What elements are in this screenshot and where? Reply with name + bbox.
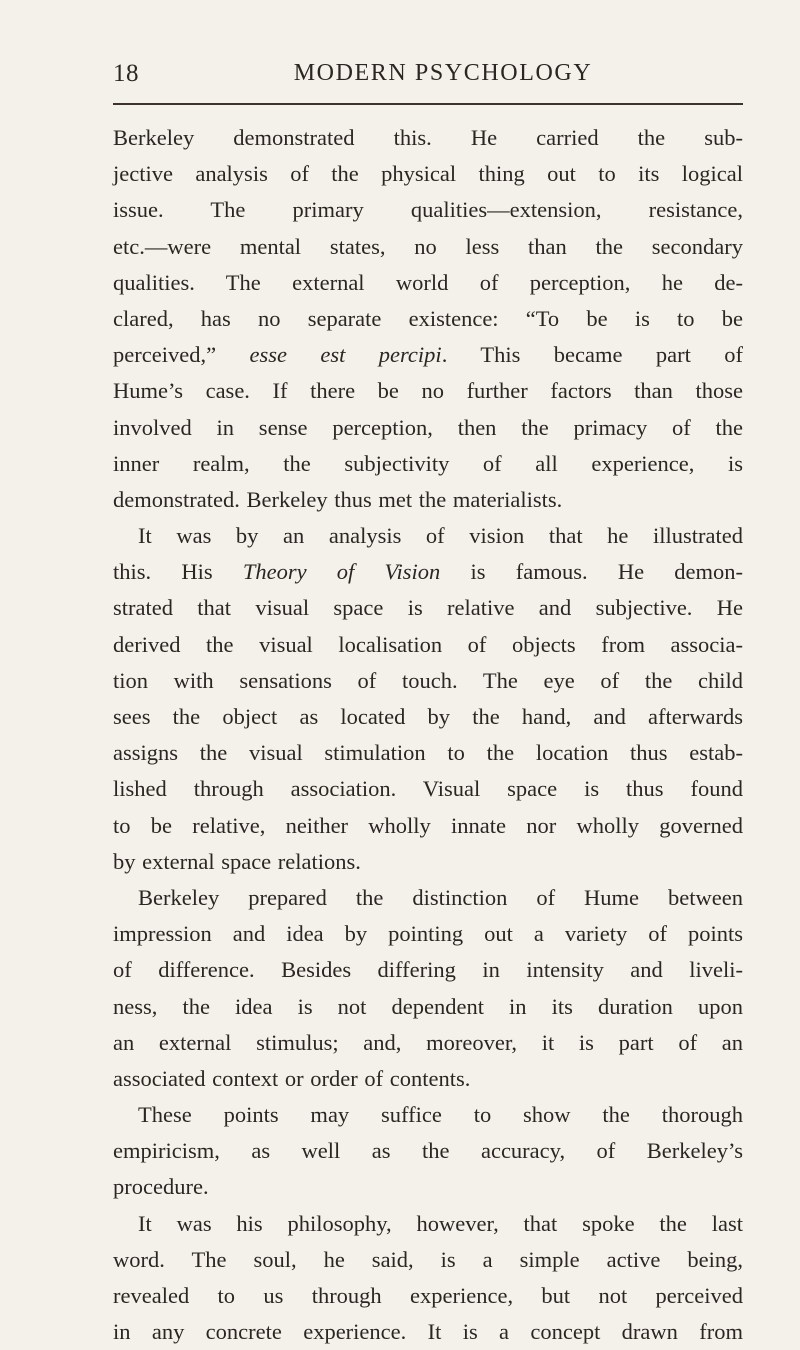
text-line: associated context or order of contents.	[113, 1065, 471, 1091]
italic-phrase: esse est percipi	[249, 342, 442, 368]
text-line: by external space relations.	[113, 848, 361, 874]
text-line: involved in sense perception, then the primacy of the	[113, 414, 743, 440]
text-line: assigns the visual stimulation to the location thus estab-	[113, 740, 743, 766]
text-line: ness, the idea is not dependent in its duration upon	[113, 993, 743, 1019]
text-line: demonstrated. Berkeley thus met the materialists.	[113, 486, 563, 512]
text-line: empiricism, as well as the accuracy, of Berkeley’s	[113, 1138, 743, 1164]
text-line: sees the object as located by the hand, and afterwards	[113, 704, 743, 729]
text-line: Hume’s case. If there be no further factors than those	[113, 378, 743, 404]
text-line: derived the visual localisation of objects from associa-	[113, 631, 743, 657]
text-line: It was his philosophy, however, that spoke the last	[138, 1210, 743, 1236]
text-line: etc.—were mental states, no less than the secondary	[113, 233, 743, 259]
text-line: lished through association. Visual space is thus found	[113, 776, 743, 802]
text-line: clared, has no separate existence: “To be is to be	[113, 305, 743, 331]
text-line: to be relative, neither wholly innate nor wholly governed	[113, 812, 743, 838]
text-line: of difference. Besides differing in intensity and liveli-	[113, 957, 743, 983]
italic-phrase: Theory of Vision	[242, 559, 441, 585]
text-line: word. The soul, he said, is a simple active being,	[113, 1246, 743, 1272]
text-line: procedure.	[113, 1174, 209, 1200]
text-line: qualities. The external world of perception, he de-	[113, 269, 743, 295]
header-rule	[113, 103, 743, 105]
text-line: jective analysis of the physical thing out to its logical	[113, 161, 743, 187]
text-line: impression and idea by pointing out a variety of points	[113, 921, 743, 947]
text-line: perceived,” esse est percipi. This became part of	[113, 342, 743, 368]
page-number: 18	[113, 60, 139, 87]
text-line: an external stimulus; and, moreover, it is part of an	[113, 1029, 743, 1055]
text-line: strated that visual space is relative and subjective. He	[113, 595, 743, 621]
text-line: revealed to us through experience, but not perceived	[113, 1283, 743, 1308]
text-line: issue. The primary qualities—extension, resistance,	[113, 197, 743, 223]
text-line: in any concrete experience. It is a concept drawn from	[113, 1319, 743, 1345]
page-header	[113, 60, 743, 96]
text-line: this. His Theory of Vision is famous. He demon-	[113, 559, 743, 585]
text-line: inner realm, the subjectivity of all experience, is	[113, 450, 743, 476]
text-line: It was by an analysis of vision that he illustrated	[138, 523, 743, 549]
text-line: These points may suffice to show the thorough	[138, 1102, 743, 1128]
text-line: Berkeley demonstrated this. He carried the sub-	[113, 125, 743, 150]
body-text	[113, 120, 743, 1350]
text-line: tion with sensations of touch. The eye of the child	[113, 667, 743, 693]
text-line: Berkeley prepared the distinction of Hume between	[138, 884, 743, 910]
running-head: MODERN PSYCHOLOGY	[293, 60, 593, 86]
